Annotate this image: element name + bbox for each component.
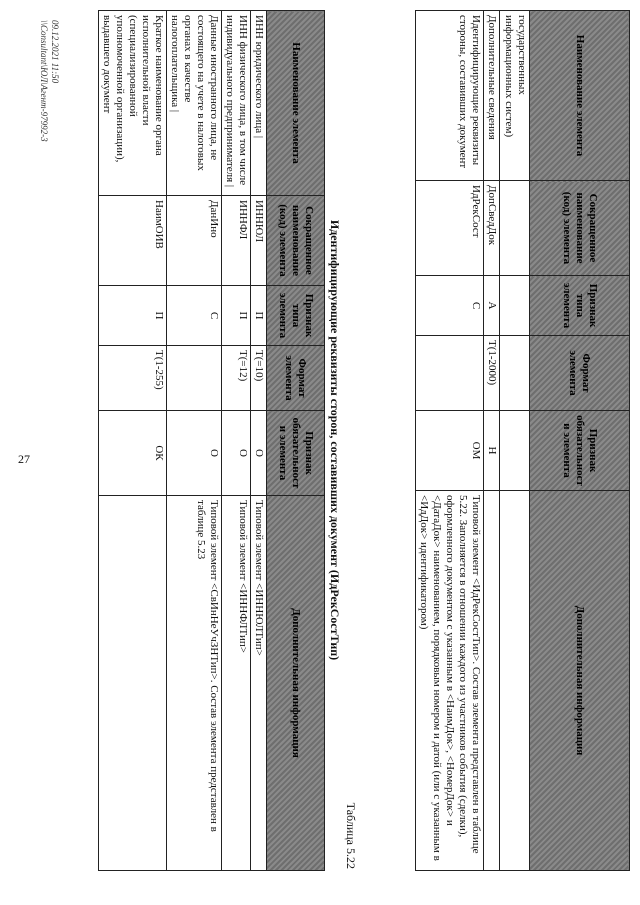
table-cell [99, 496, 167, 871]
table-cell: Идентифицирующие реквизиты стороны, составивших документ [416, 11, 484, 181]
table1-header: Наименование элемента [530, 11, 630, 181]
table-cell [167, 346, 222, 411]
table-cell [500, 491, 530, 871]
table-cell: П [251, 286, 267, 346]
table-cell [484, 491, 500, 871]
table-cell: С [167, 286, 222, 346]
table-cell [416, 336, 484, 411]
table-row [500, 11, 530, 871]
table-cell: ОК [99, 411, 167, 496]
table-cell: ДопСведДок [484, 181, 500, 276]
table-cell: ИНН физического лица, в том числе индивидуального предпринимателя | [222, 11, 251, 196]
table-cell: ИННЮЛ [251, 196, 267, 286]
table-5-22 [98, 10, 325, 871]
table2-header: Признак типа элемента [267, 286, 325, 346]
table1-header: Формат элемента [530, 336, 630, 411]
table-cell: государственных информационных систем) [500, 11, 530, 181]
table-row [251, 11, 267, 871]
table-cell: ИННФЛ [222, 196, 251, 286]
table-cell: ДанИно [167, 196, 222, 286]
table1-header: Дополнительная информация [530, 491, 630, 871]
table1-header-row [530, 11, 630, 871]
footer-date: 09.12.2021 11:50 [50, 20, 60, 84]
table2-header: Наименование элемента [267, 11, 325, 196]
table-cell: Дополнительные сведения [484, 11, 500, 181]
table-cell: НаимОИВ [99, 196, 167, 286]
table-cell: Типовой элемент <СвИнНеУчЗНТип>. Состав элемента представлен в таблице 5.23 [167, 496, 222, 871]
table-cell: О [222, 411, 251, 496]
table-cell [500, 411, 530, 491]
table-row [222, 11, 251, 871]
page-number: 27 [18, 452, 30, 466]
table-cell: Типовой элемент <ИдРекСостТип>. Состав элемента представлен в таблице 5.22. Заполняется в отношении каждого из участников события (сделки), оформленного документом с указанным в <НаимДок>, <НомерДок> и <ДатаДок> наименованием, порядковым номером и датой (или с указанным в <ИдДок> идентификатором) [416, 491, 484, 871]
table-row [99, 11, 167, 871]
table1-header: Сокращенное наименование (код) элемента [530, 181, 630, 276]
table-cell: Т(1-2000) [484, 336, 500, 411]
table2-header: Признак обязательности элемента [267, 411, 325, 496]
table-cell: Типовой элемент <ИННФЛТип> [222, 496, 251, 871]
table-cell: А [484, 276, 500, 336]
table-number: Таблица 5.22 [344, 802, 358, 869]
table-row [167, 11, 222, 871]
table-cell: Типовой элемент <ИННЮЛТип> [251, 496, 267, 871]
table-cell: П [222, 286, 251, 346]
table-cell: ОМ [416, 411, 484, 491]
table-row [416, 11, 484, 871]
table-cell [500, 276, 530, 336]
table-cell: Н [484, 411, 500, 491]
table-cell: Т(=10) [251, 346, 267, 411]
table2-header: Формат элемента [267, 346, 325, 411]
table2-header-row [267, 11, 325, 871]
table-cell: Краткое наименование органа исполнительной власти (специализированной уполномоченной организации), выдавшего документ [99, 11, 167, 196]
table-cell: О [251, 411, 267, 496]
table2-header: Сокращенное наименование (код) элемента [267, 196, 325, 286]
table-cell: Данные иностранного лица, не состоящего на учете в налоговых органах в качестве налогоплательщика | [167, 11, 222, 196]
table-cell: Т(1-255) [99, 346, 167, 411]
table-cell: П [99, 286, 167, 346]
print-footer [38, 20, 60, 142]
footer-source: \\Consultant\ЮЛ\Агент-97992-3 [39, 20, 49, 142]
table-caption: Идентифицирующие реквизиты сторон, составивших документ (ИдРекСостТип) [328, 219, 342, 661]
table1-header: Признак обязательности элемента [530, 411, 630, 491]
table-cell: С [416, 276, 484, 336]
table-cell [500, 181, 530, 276]
table-cell [500, 336, 530, 411]
table2-header: Дополнительная информация [267, 496, 325, 871]
table1-header: Признак типа элемента [530, 276, 630, 336]
table-row [484, 11, 500, 871]
table-cell: О [167, 411, 222, 496]
table-cell: ИдРекСост [416, 181, 484, 276]
table-cell: Т(=12) [222, 346, 251, 411]
table-cell: ИНН юридического лица | [251, 11, 267, 196]
table-continued [415, 10, 630, 871]
